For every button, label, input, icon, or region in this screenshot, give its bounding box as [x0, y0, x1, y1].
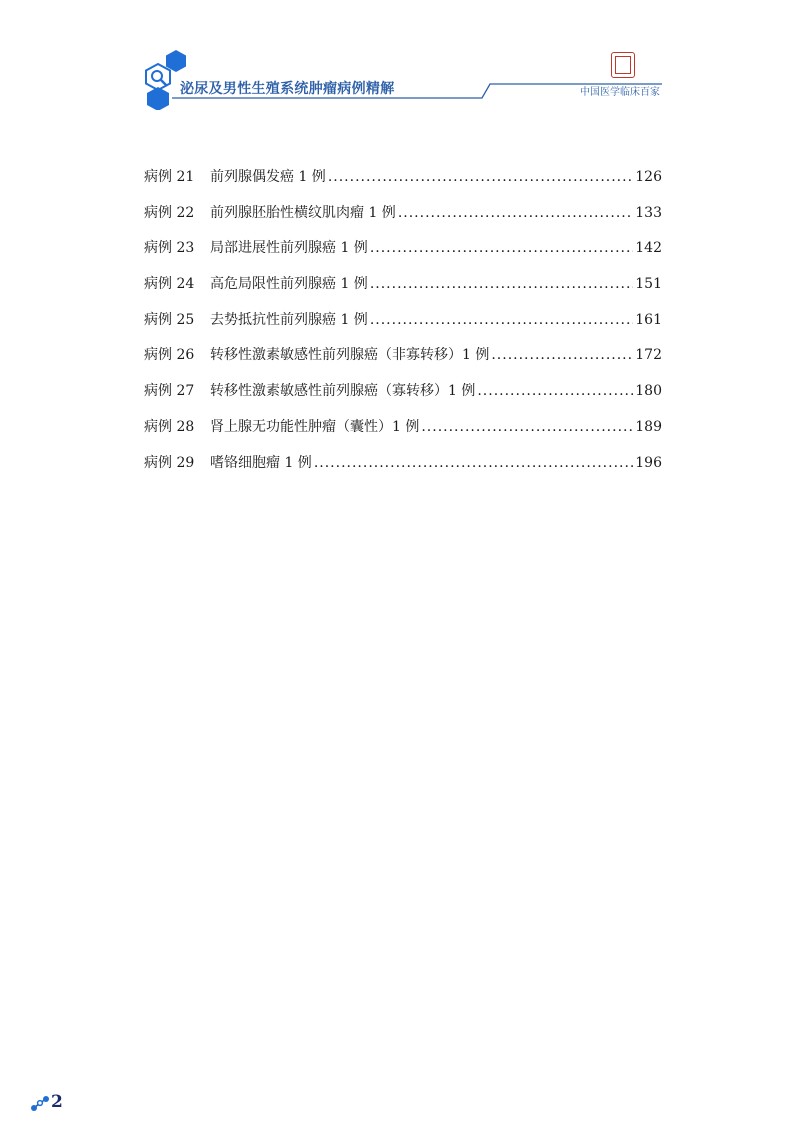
toc-case-number: 病例 27	[144, 383, 195, 400]
toc-case-title: 高危局限性前列腺癌 1 例	[210, 276, 368, 293]
toc-case-title: 转移性激素敏感性前列腺癌（非寡转移）1 例	[210, 347, 490, 364]
page-header	[0, 0, 800, 120]
toc-entry[interactable]	[144, 310, 662, 346]
toc-entry[interactable]	[144, 453, 662, 489]
toc-case-title: 去势抵抗性前列腺癌 1 例	[210, 311, 368, 328]
toc-page-number: 133	[635, 204, 662, 221]
toc-case-title: 前列腺胚胎性横纹肌肉瘤 1 例	[210, 204, 396, 221]
header-rule	[0, 0, 800, 120]
toc-entry[interactable]	[144, 417, 662, 453]
seal-stamp-icon	[611, 52, 635, 78]
table-of-contents	[144, 167, 662, 488]
toc-dot-leader	[491, 345, 633, 365]
toc-entry[interactable]	[144, 167, 662, 203]
toc-case-title: 肾上腺无功能性肿瘤（囊性）1 例	[210, 418, 420, 435]
toc-dot-leader	[398, 203, 633, 223]
toc-dot-leader	[421, 417, 633, 437]
series-name: 中国医学临床百家	[580, 87, 660, 98]
toc-dot-leader	[370, 274, 633, 294]
toc-entry[interactable]	[144, 381, 662, 417]
book-title: 泌尿及男性生殖系统肿瘤病例精解	[180, 81, 395, 97]
toc-dot-leader	[328, 167, 633, 187]
toc-case-number: 病例 22	[144, 204, 195, 221]
toc-page-number: 180	[635, 383, 662, 400]
toc-case-title: 嗜铬细胞瘤 1 例	[210, 454, 312, 471]
toc-case-number: 病例 23	[144, 240, 195, 257]
toc-page-number: 172	[635, 347, 662, 364]
page-number: 2	[51, 1092, 63, 1112]
toc-page-number: 196	[635, 454, 662, 471]
toc-dot-leader	[314, 453, 633, 473]
toc-case-number: 病例 28	[144, 418, 195, 435]
toc-dot-leader	[370, 310, 633, 330]
toc-case-title: 局部进展性前列腺癌 1 例	[210, 240, 368, 257]
toc-case-number: 病例 25	[144, 311, 195, 328]
toc-case-number: 病例 24	[144, 276, 195, 293]
toc-page-number: 189	[635, 418, 662, 435]
toc-case-title: 前列腺偶发癌 1 例	[210, 169, 326, 185]
toc-entry[interactable]	[144, 274, 662, 310]
toc-case-number: 病例 26	[144, 347, 195, 364]
toc-entry[interactable]	[144, 203, 662, 239]
toc-page-number: 161	[635, 311, 662, 328]
toc-case-number: 病例 29	[144, 454, 195, 471]
toc-dot-leader	[477, 381, 633, 401]
toc-entry[interactable]	[144, 345, 662, 381]
toc-dot-leader	[370, 238, 633, 258]
toc-case-title: 转移性激素敏感性前列腺癌（寡转移）1 例	[210, 383, 476, 400]
toc-page-number: 142	[635, 240, 662, 257]
toc-page-number: 151	[635, 276, 662, 293]
toc-entry[interactable]	[144, 238, 662, 274]
toc-case-number: 病例 21	[144, 169, 195, 185]
toc-page-number: 126	[635, 169, 662, 185]
molecule-icon	[30, 1093, 50, 1113]
